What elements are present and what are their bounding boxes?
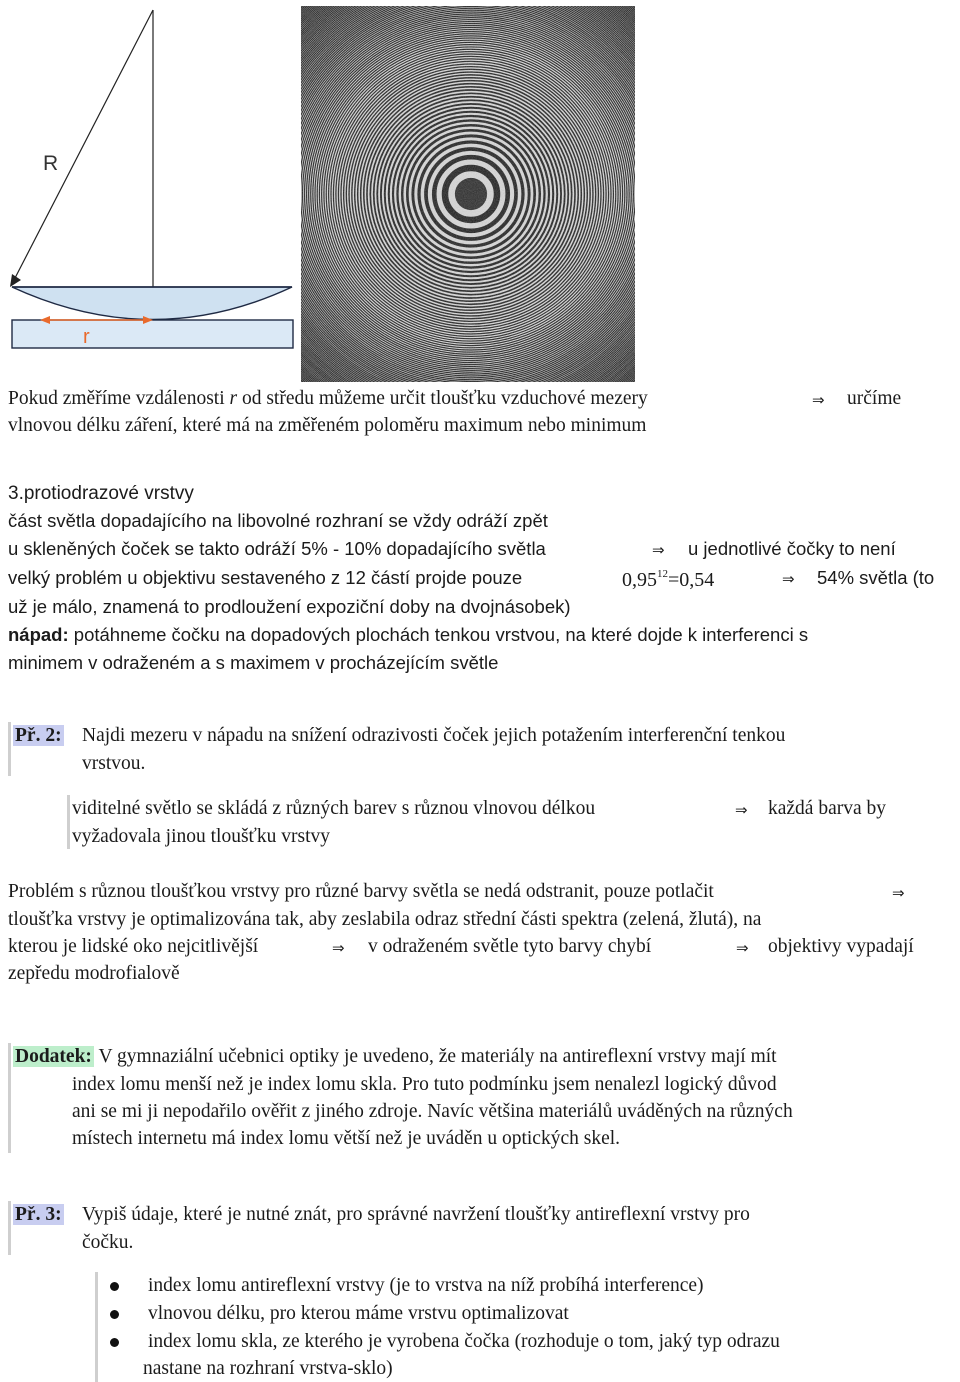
small-radius-label: r [83,326,90,348]
section-heading: 3.protiodrazové vrstvy [8,483,194,504]
paragraph-1-line-1: Pokud změříme vzdálenosti r od středu můžeme určit tloušťku vzduchové mezery [8,388,648,409]
bullet-icon [110,1310,119,1319]
arrow-icon: ⇒ [735,801,748,819]
lens-shape [12,287,292,320]
dodatek-note: Dodatek: V gymnaziální učebnici optiky je uvedeno, že materiály na antireflexní vrstvy mají mít [15,1046,777,1067]
example-2 [13,723,64,749]
arrow-icon: ⇒ [652,541,665,559]
lens-diagram [0,0,300,360]
list-item: index lomu antireflexní vrstvy (je to vrstva na níž probíhá interference) [148,1275,704,1296]
newton-rings-image [301,6,635,382]
arrow-icon: ⇒ [892,884,905,902]
bullet-icon [110,1338,119,1347]
list-item: index lomu skla, ze kterého je vyrobena čočka (rozhoduje o tom, jaký typ odrazu [148,1331,780,1352]
arrow-icon: ⇒ [736,939,749,957]
radius-label: R [43,152,59,175]
bullet-icon [110,1282,119,1291]
idea-label: nápad: [8,624,69,645]
example-2-answer: viditelné světlo se skládá z různých barev s různou vlnovou délkou [72,798,596,819]
dodatek-label: Dodatek: [15,1046,92,1067]
example-3-label: Př. 3: [15,1204,62,1225]
example-3 [13,1202,64,1228]
arrow-icon: ⇒ [332,939,345,957]
arrow-icon: ⇒ [782,570,795,588]
list-item: vlnovou délku, pro kterou máme vrstvu optimalizovat [148,1303,569,1324]
glass-plate [12,320,293,348]
radius-line [14,10,153,280]
math-expression: $0,95^{12}=0,54$ [622,568,715,591]
arrow-icon: ⇒ [812,391,825,409]
example-2-label: Př. 2: [15,725,62,746]
